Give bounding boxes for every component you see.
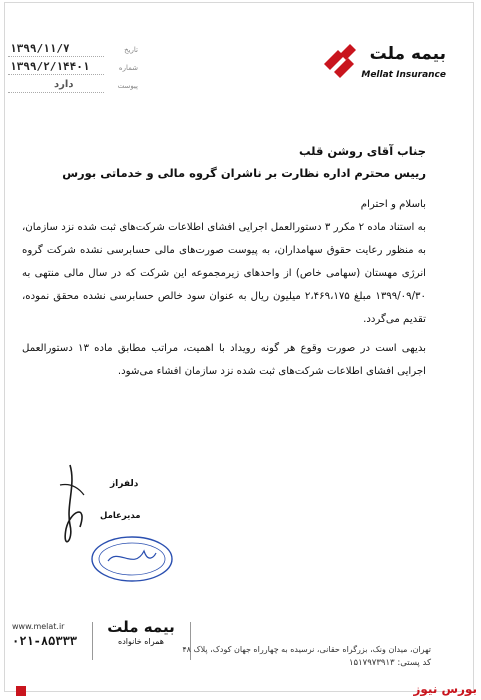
addressee-name: جناب آقای روشن قلب bbox=[298, 144, 426, 158]
number-row bbox=[8, 60, 138, 78]
footer-website: www.melat.ir bbox=[12, 622, 65, 631]
letter-meta bbox=[8, 42, 138, 96]
footer-logo-text: بیمه ملت bbox=[107, 618, 175, 636]
number-label: شماره bbox=[118, 64, 138, 72]
signer-title: مدیرعامل bbox=[100, 511, 141, 521]
paragraph-2: بدیهی است در صورت وقوع هر گونه رویداد با اهمیت، مراتب مطابق ماده ۱۳ دستورالعمل اجرایی افشای اطلاعات شرکت‌های ثبت شده نزد سازمان افشاء می‌شود. bbox=[22, 343, 426, 377]
attachment-label: پیوست bbox=[117, 82, 138, 90]
company-stamp bbox=[88, 533, 176, 585]
footer-logo-slogan: همراه خانواده bbox=[118, 637, 164, 646]
attachment-underline bbox=[8, 92, 104, 93]
footer-postal-code: کد پستی: ۱۵۱۷۹۷۳۹۱۳ bbox=[348, 658, 431, 668]
logo-english-text: Mellat Insurance bbox=[361, 70, 446, 80]
addressee-title: رییس محترم اداره نظارت بر ناشران گروه مالی و خدماتی بورس bbox=[62, 166, 426, 180]
source-watermark: بورس نیوز bbox=[413, 682, 477, 696]
logo-persian-text: بیمه ملت bbox=[369, 44, 446, 64]
number-value: ۱۳۹۹/۲/۱۴۴۰۱ bbox=[10, 60, 90, 73]
date-value: ۱۳۹۹/۱۱/۷ bbox=[10, 42, 70, 55]
attachment-value: دارد bbox=[54, 79, 74, 90]
footer-divider bbox=[92, 622, 93, 660]
greeting: باسلام و احترام bbox=[360, 199, 426, 210]
signer-name: دلفراز bbox=[110, 479, 139, 489]
date-underline bbox=[8, 56, 104, 57]
paragraph-1: به استناد ماده ۲ مکرر ۳ دستورالعمل اجرایی افشای اطلاعات شرکت‌های ثبت شده نزد سازمان، به منظور رعایت حقوق سهامداران، به پیوست صورت‌های مالی حسابرسی نشده شرکت گروه انرژی مهستان (سهامی خاص) از واحدهای زیرمجموعه این شرکت که در سال مالی منتهی به ۱۳۹۹/۰۹/۳۰ مبلغ ۲،۴۶۹،۱۷۵ میلیون ریال به عنوان سود خالص حسابرسی نشده محقق نموده، تقدیم می‌گردد. bbox=[22, 222, 426, 325]
date-row bbox=[8, 42, 138, 60]
letter-body bbox=[22, 140, 426, 383]
signature-block bbox=[40, 455, 180, 585]
flag-icon bbox=[16, 686, 26, 696]
footer-phone: ۰۲۱-۸۵۳۳۳ bbox=[12, 634, 78, 648]
company-logo bbox=[316, 38, 446, 93]
mellat-logo-icon bbox=[320, 42, 360, 80]
number-underline bbox=[8, 74, 104, 75]
attachment-row bbox=[8, 78, 138, 96]
date-label: تاریخ bbox=[124, 46, 138, 54]
footer-address: تهران، میدان ونک، بزرگراه حقانی، نرسیده به چهارراه جهان کودک، پلاک ۴۸ bbox=[182, 645, 431, 654]
letter-footer bbox=[0, 618, 481, 700]
